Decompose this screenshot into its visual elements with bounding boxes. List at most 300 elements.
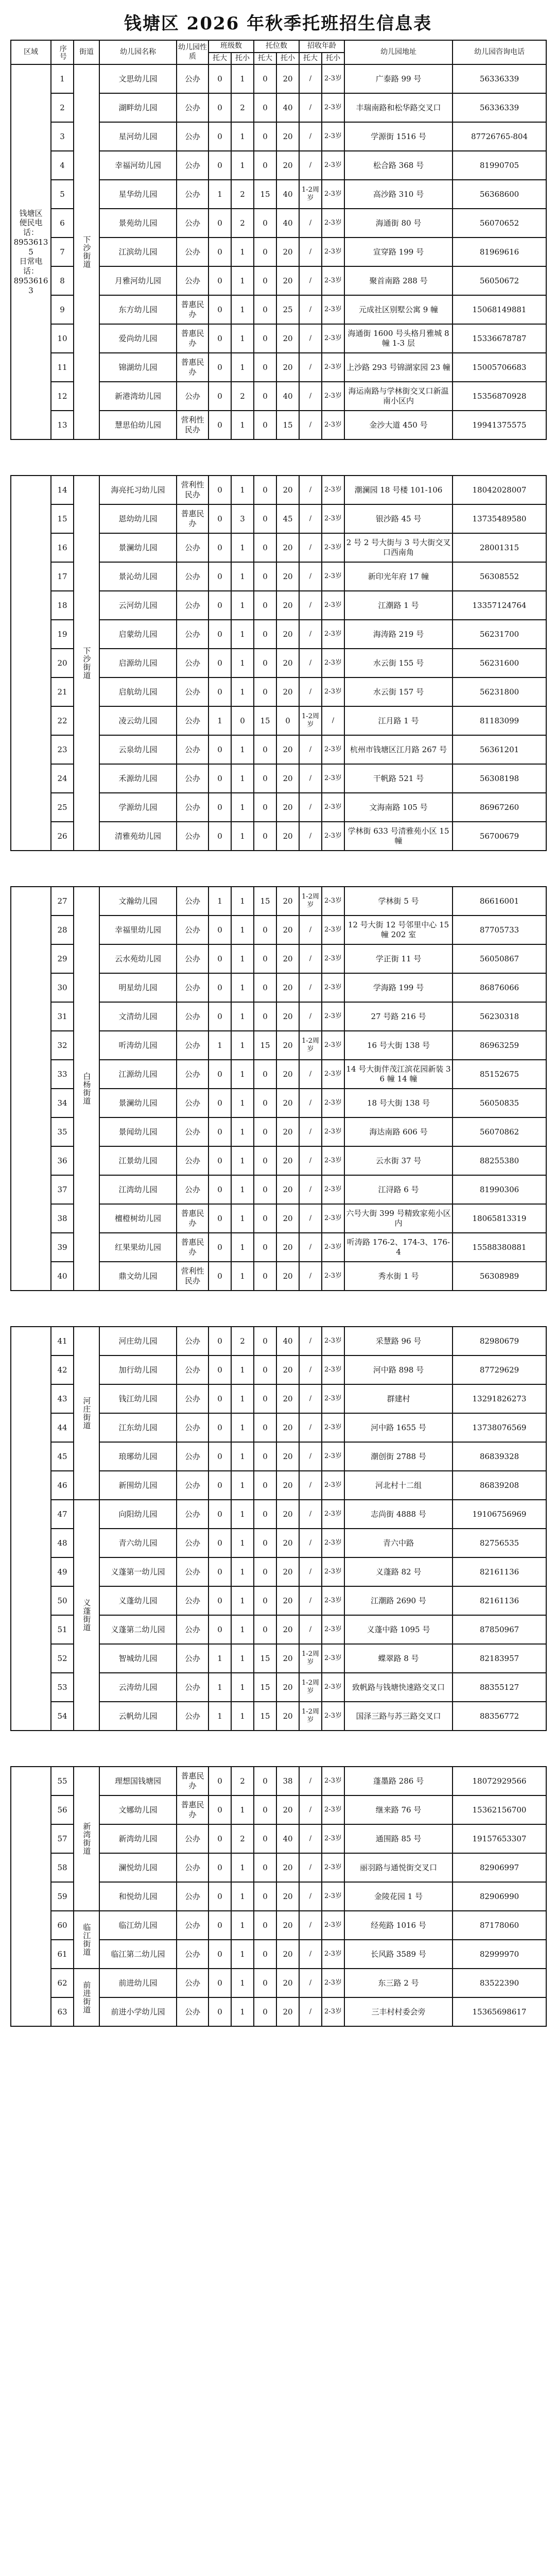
classes-big: 0	[208, 1853, 231, 1882]
header-tel: 幼儿园咨询电话	[453, 40, 546, 64]
kindergarten-nature: 普惠民办	[177, 1767, 208, 1795]
count-big: 0	[254, 476, 276, 504]
count-small: 20	[276, 1262, 299, 1291]
count-small: 20	[276, 122, 299, 151]
kindergarten-address: 14 号大街伴茂江滨花园新装 36 幢 14 幢	[344, 1060, 453, 1089]
count-big: 0	[254, 1146, 276, 1175]
age-big: /	[299, 620, 322, 649]
header-count-big: 托大	[254, 53, 276, 65]
classes-small: 1	[231, 1117, 254, 1146]
district-cell-empty	[11, 1327, 51, 1731]
age-small: 2-3岁	[322, 1557, 344, 1586]
kindergarten-phone: 87850967	[453, 1615, 546, 1644]
kindergarten-address: 长风路 3589 号	[344, 1940, 453, 1969]
count-big: 0	[254, 1327, 276, 1355]
classes-big: 0	[208, 1002, 231, 1031]
classes-big: 0	[208, 1442, 231, 1471]
age-small: 2-3岁	[322, 1384, 344, 1413]
row-no: 3	[51, 122, 74, 151]
count-small: 20	[276, 1853, 299, 1882]
classes-big: 1	[208, 1031, 231, 1060]
classes-big: 0	[208, 944, 231, 973]
kindergarten-address: 河北村十二组	[344, 1471, 453, 1500]
classes-small: 1	[231, 1031, 254, 1060]
count-big: 0	[254, 1882, 276, 1911]
kindergarten-address: 群建村	[344, 1384, 453, 1413]
age-big: /	[299, 1442, 322, 1471]
kindergarten-address: 江浔路 6 号	[344, 1175, 453, 1204]
kindergarten-address: 蓬墨路 286 号	[344, 1767, 453, 1795]
classes-small: 1	[231, 1384, 254, 1413]
kindergarten-address: 海通街 1600 号头格月雅城 8 幢 1-3 层	[344, 324, 453, 353]
kindergarten-phone: 81969616	[453, 238, 546, 266]
row-no: 42	[51, 1355, 74, 1384]
kindergarten-name: 启蒙幼儿园	[99, 620, 177, 649]
row-no: 46	[51, 1471, 74, 1500]
kindergarten-phone: 82980679	[453, 1327, 546, 1355]
table-body	[11, 64, 546, 2026]
age-big: /	[299, 1911, 322, 1940]
kindergarten-phone: 87726765-804	[453, 122, 546, 151]
kindergarten-nature: 公办	[177, 649, 208, 677]
kindergarten-address: 12 号大街 12 号邻里中心 15 幢 202 室	[344, 916, 453, 944]
age-small: 2-3岁	[322, 353, 344, 382]
kindergarten-name: 文娜幼儿园	[99, 1795, 177, 1824]
age-small: 2-3岁	[322, 1644, 344, 1673]
classes-small: 1	[231, 122, 254, 151]
kindergarten-nature: 公办	[177, 1824, 208, 1853]
kindergarten-nature: 普惠民办	[177, 1233, 208, 1262]
age-small: 2-3岁	[322, 1702, 344, 1731]
classes-small: 1	[231, 1175, 254, 1204]
kindergarten-nature: 公办	[177, 1969, 208, 1997]
classes-big: 0	[208, 1500, 231, 1529]
kindergarten-nature: 公办	[177, 1911, 208, 1940]
age-big: 1-2周岁	[299, 706, 322, 735]
classes-big: 1	[208, 1644, 231, 1673]
kindergarten-nature: 营利性民办	[177, 411, 208, 439]
kindergarten-name: 文瀚幼儿园	[99, 887, 177, 916]
age-small: 2-3岁	[322, 1146, 344, 1175]
age-small: 2-3岁	[322, 533, 344, 562]
age-small: 2-3岁	[322, 1586, 344, 1615]
kindergarten-name: 临江幼儿园	[99, 1911, 177, 1940]
kindergarten-phone: 82183957	[453, 1644, 546, 1673]
kindergarten-phone: 86839328	[453, 1442, 546, 1471]
street-label: 白杨街道	[82, 1072, 92, 1105]
classes-big: 0	[208, 122, 231, 151]
age-small: 2-3岁	[322, 1002, 344, 1031]
kindergarten-phone: 86963259	[453, 1031, 546, 1060]
age-small: 2-3岁	[322, 295, 344, 324]
age-small: 2-3岁	[322, 1853, 344, 1882]
kindergarten-name: 义蓬幼儿园	[99, 1586, 177, 1615]
classes-big: 0	[208, 1615, 231, 1644]
age-small: 2-3岁	[322, 562, 344, 591]
age-big: /	[299, 973, 322, 1002]
page-break	[11, 851, 546, 887]
kindergarten-address: 文海南路 105 号	[344, 793, 453, 822]
kindergarten-nature: 公办	[177, 562, 208, 591]
age-small: 2-3岁	[322, 1413, 344, 1442]
count-small: 20	[276, 1442, 299, 1471]
kindergarten-address: 海达南路 606 号	[344, 1117, 453, 1146]
kindergarten-nature: 公办	[177, 1117, 208, 1146]
age-small: 2-3岁	[322, 793, 344, 822]
count-big: 0	[254, 1117, 276, 1146]
count-small: 40	[276, 209, 299, 238]
kindergarten-phone: 81990306	[453, 1175, 546, 1204]
kindergarten-name: 加行幼儿园	[99, 1355, 177, 1384]
count-big: 0	[254, 533, 276, 562]
kindergarten-phone: 13738076569	[453, 1413, 546, 1442]
classes-small: 1	[231, 353, 254, 382]
count-big: 0	[254, 649, 276, 677]
classes-big: 1	[208, 706, 231, 735]
kindergarten-nature: 公办	[177, 793, 208, 822]
age-big: /	[299, 1413, 322, 1442]
classes-big: 0	[208, 1471, 231, 1500]
classes-small: 1	[231, 1586, 254, 1615]
count-big: 0	[254, 295, 276, 324]
classes-big: 0	[208, 295, 231, 324]
count-big: 0	[254, 382, 276, 411]
classes-small: 1	[231, 1557, 254, 1586]
kindergarten-name: 理想国钱塘园	[99, 1767, 177, 1795]
header-classes: 班级数	[208, 40, 254, 53]
row-no: 18	[51, 591, 74, 620]
kindergarten-nature: 普惠民办	[177, 1204, 208, 1233]
kindergarten-nature: 公办	[177, 1327, 208, 1355]
kindergarten-name: 智城幼儿园	[99, 1644, 177, 1673]
count-small: 20	[276, 887, 299, 916]
count-small: 40	[276, 93, 299, 122]
count-big: 15	[254, 180, 276, 209]
kindergarten-phone: 56231700	[453, 620, 546, 649]
count-small: 25	[276, 295, 299, 324]
count-small: 20	[276, 151, 299, 180]
kindergarten-address: 新印光年府 17 幢	[344, 562, 453, 591]
age-big: /	[299, 1117, 322, 1146]
age-small: 2-3岁	[322, 1500, 344, 1529]
classes-big: 0	[208, 504, 231, 533]
kindergarten-nature: 公办	[177, 151, 208, 180]
page-break-gap	[11, 1731, 546, 1767]
count-small: 20	[276, 944, 299, 973]
age-small: 2-3岁	[322, 735, 344, 764]
kindergarten-address: 高沙路 310 号	[344, 180, 453, 209]
kindergarten-name: 锦湖幼儿园	[99, 353, 177, 382]
classes-big: 0	[208, 1911, 231, 1940]
kindergarten-nature: 普惠民办	[177, 504, 208, 533]
classes-small: 1	[231, 64, 254, 93]
page-break	[11, 439, 546, 476]
table-row	[11, 1969, 546, 1997]
classes-big: 0	[208, 822, 231, 851]
age-big: /	[299, 1997, 322, 2026]
page-break	[11, 1731, 546, 1767]
classes-big: 1	[208, 1673, 231, 1702]
count-small: 20	[276, 620, 299, 649]
age-small: 2-3岁	[322, 180, 344, 209]
count-small: 20	[276, 1117, 299, 1146]
kindergarten-address: 江潮路 1 号	[344, 591, 453, 620]
count-big: 0	[254, 1442, 276, 1471]
kindergarten-address: 学正街 11 号	[344, 944, 453, 973]
count-big: 0	[254, 1355, 276, 1384]
classes-small: 1	[231, 1969, 254, 1997]
kindergarten-phone: 82906997	[453, 1853, 546, 1882]
count-small: 20	[276, 1997, 299, 2026]
page-title: 钱塘区 2026 年秋季托班招生信息表	[124, 13, 432, 34]
kindergarten-phone: 56231600	[453, 649, 546, 677]
kindergarten-phone: 19941375575	[453, 411, 546, 439]
kindergarten-nature: 公办	[177, 1997, 208, 2026]
kindergarten-name: 临江第二幼儿园	[99, 1940, 177, 1969]
age-big: /	[299, 151, 322, 180]
kindergarten-phone: 87705733	[453, 916, 546, 944]
classes-small: 1	[231, 1997, 254, 2026]
classes-small: 1	[231, 1882, 254, 1911]
age-big: /	[299, 1969, 322, 1997]
count-big: 0	[254, 1853, 276, 1882]
count-big: 0	[254, 411, 276, 439]
count-small: 20	[276, 1384, 299, 1413]
classes-big: 0	[208, 591, 231, 620]
classes-small: 1	[231, 533, 254, 562]
row-no: 17	[51, 562, 74, 591]
age-big: /	[299, 1615, 322, 1644]
count-big: 0	[254, 620, 276, 649]
classes-small: 1	[231, 238, 254, 266]
classes-big: 0	[208, 1262, 231, 1291]
classes-small: 1	[231, 324, 254, 353]
district-cell-empty	[11, 476, 51, 851]
row-no: 60	[51, 1911, 74, 1940]
age-small: 2-3岁	[322, 1262, 344, 1291]
count-small: 20	[276, 1471, 299, 1500]
age-small: 2-3岁	[322, 64, 344, 93]
classes-small: 3	[231, 504, 254, 533]
age-small: 2-3岁	[322, 1767, 344, 1795]
count-big: 15	[254, 1702, 276, 1731]
classes-small: 1	[231, 411, 254, 439]
kindergarten-address: 18 号大街 138 号	[344, 1089, 453, 1117]
count-big: 0	[254, 677, 276, 706]
classes-small: 1	[231, 1911, 254, 1940]
count-big: 0	[254, 944, 276, 973]
kindergarten-nature: 公办	[177, 973, 208, 1002]
kindergarten-name: 向阳幼儿园	[99, 1500, 177, 1529]
kindergarten-name: 江滨幼儿园	[99, 238, 177, 266]
row-no: 27	[51, 887, 74, 916]
kindergarten-name: 文思幼儿园	[99, 64, 177, 93]
kindergarten-phone: 56050672	[453, 266, 546, 295]
kindergarten-address: 义蓬中路 1095 号	[344, 1615, 453, 1644]
row-no: 47	[51, 1500, 74, 1529]
kindergarten-name: 新湾幼儿园	[99, 1824, 177, 1853]
classes-big: 0	[208, 735, 231, 764]
count-small: 20	[276, 266, 299, 295]
age-big: /	[299, 591, 322, 620]
row-no: 29	[51, 944, 74, 973]
kindergarten-address: 潮澜园 18 号楼 101-106	[344, 476, 453, 504]
kindergarten-address: 潮创街 2788 号	[344, 1442, 453, 1471]
row-no: 6	[51, 209, 74, 238]
row-no: 30	[51, 973, 74, 1002]
count-small: 20	[276, 1031, 299, 1060]
kindergarten-nature: 公办	[177, 1146, 208, 1175]
kindergarten-name: 江景幼儿园	[99, 1146, 177, 1175]
age-big: /	[299, 1146, 322, 1175]
classes-small: 1	[231, 1060, 254, 1089]
kindergarten-name: 文清幼儿园	[99, 1002, 177, 1031]
row-no: 33	[51, 1060, 74, 1089]
kindergarten-nature: 公办	[177, 1089, 208, 1117]
kindergarten-address: 16 号大街 138 号	[344, 1031, 453, 1060]
count-big: 0	[254, 122, 276, 151]
table-row	[11, 1500, 546, 1529]
page-break-gap	[11, 439, 546, 476]
classes-big: 0	[208, 973, 231, 1002]
kindergarten-address: 国泽三路与苏三路交叉口	[344, 1702, 453, 1731]
age-big: /	[299, 1384, 322, 1413]
kindergarten-name: 钱江幼儿园	[99, 1384, 177, 1413]
count-big: 0	[254, 562, 276, 591]
kindergarten-address: 元成社区别墅公寓 9 幢	[344, 295, 453, 324]
kindergarten-address: 银沙路 45 号	[344, 504, 453, 533]
count-small: 38	[276, 1767, 299, 1795]
kindergarten-address: 六号大街 399 号精致家苑小区内	[344, 1204, 453, 1233]
age-big: /	[299, 93, 322, 122]
count-small: 20	[276, 1204, 299, 1233]
kindergarten-phone: 87178060	[453, 1911, 546, 1940]
kindergarten-phone: 86839208	[453, 1471, 546, 1500]
count-big: 0	[254, 1795, 276, 1824]
header-street: 街道	[74, 40, 99, 64]
kindergarten-name: 云涛幼儿园	[99, 1673, 177, 1702]
classes-big: 0	[208, 209, 231, 238]
kindergarten-phone: 15356870928	[453, 382, 546, 411]
age-small: 2-3岁	[322, 1327, 344, 1355]
classes-small: 1	[231, 1940, 254, 1969]
kindergarten-address: 江月路 1 号	[344, 706, 453, 735]
kindergarten-phone: 19106756969	[453, 1500, 546, 1529]
classes-small: 1	[231, 649, 254, 677]
age-big: /	[299, 1233, 322, 1262]
kindergarten-nature: 公办	[177, 1355, 208, 1384]
kindergarten-name: 清雅苑幼儿园	[99, 822, 177, 851]
kindergarten-name: 湖畔幼儿园	[99, 93, 177, 122]
count-big: 0	[254, 1060, 276, 1089]
row-no: 40	[51, 1262, 74, 1291]
table-row	[11, 887, 546, 916]
age-big: 1-2周岁	[299, 1673, 322, 1702]
count-big: 0	[254, 1586, 276, 1615]
kindergarten-phone: 88255380	[453, 1146, 546, 1175]
age-small: 2-3岁	[322, 1911, 344, 1940]
district-text: 89536163	[13, 276, 48, 295]
kindergarten-name: 海亮托习幼儿园	[99, 476, 177, 504]
age-small: 2-3岁	[322, 1529, 344, 1557]
kindergarten-address: 义蓬路 82 号	[344, 1557, 453, 1586]
kindergarten-phone: 15588380881	[453, 1233, 546, 1262]
classes-big: 0	[208, 476, 231, 504]
kindergarten-address: 蝶翠路 8 号	[344, 1644, 453, 1673]
age-big: /	[299, 411, 322, 439]
kindergarten-nature: 公办	[177, 916, 208, 944]
kindergarten-address: 河中路 898 号	[344, 1355, 453, 1384]
kindergarten-phone: 81990705	[453, 151, 546, 180]
age-big: /	[299, 1002, 322, 1031]
kindergarten-nature: 公办	[177, 1882, 208, 1911]
count-big: 0	[254, 1089, 276, 1117]
age-big: 1-2周岁	[299, 1702, 322, 1731]
classes-big: 0	[208, 1586, 231, 1615]
count-small: 20	[276, 1500, 299, 1529]
age-small: 2-3岁	[322, 764, 344, 793]
street-cell	[74, 1911, 99, 1969]
table-row	[11, 476, 546, 504]
classes-big: 0	[208, 1117, 231, 1146]
street-cell	[74, 1969, 99, 2026]
classes-big: 1	[208, 1702, 231, 1731]
count-small: 20	[276, 533, 299, 562]
row-no: 52	[51, 1644, 74, 1673]
age-big: /	[299, 476, 322, 504]
street-label: 前进街道	[82, 1981, 92, 2014]
age-small: 2-3岁	[322, 1204, 344, 1233]
row-no: 5	[51, 180, 74, 209]
street-cell	[74, 887, 99, 1291]
count-small: 40	[276, 180, 299, 209]
age-small: 2-3岁	[322, 1940, 344, 1969]
count-big: 0	[254, 1767, 276, 1795]
kindergarten-name: 和悦幼儿园	[99, 1882, 177, 1911]
kindergarten-name: 江湾幼儿园	[99, 1175, 177, 1204]
kindergarten-nature: 公办	[177, 591, 208, 620]
count-small: 20	[276, 973, 299, 1002]
count-big: 0	[254, 1940, 276, 1969]
kindergarten-nature: 公办	[177, 1002, 208, 1031]
classes-big: 0	[208, 1557, 231, 1586]
classes-big: 0	[208, 1060, 231, 1089]
count-big: 0	[254, 1824, 276, 1853]
count-big: 15	[254, 887, 276, 916]
header-classes-big: 托大	[208, 53, 231, 65]
age-small: 2-3岁	[322, 93, 344, 122]
classes-small: 1	[231, 1471, 254, 1500]
row-no: 32	[51, 1031, 74, 1060]
count-big: 0	[254, 916, 276, 944]
count-big: 0	[254, 93, 276, 122]
classes-small: 1	[231, 916, 254, 944]
age-small: 2-3岁	[322, 324, 344, 353]
kindergarten-address: 松合路 368 号	[344, 151, 453, 180]
age-big: /	[299, 944, 322, 973]
kindergarten-nature: 公办	[177, 1529, 208, 1557]
count-small: 20	[276, 476, 299, 504]
count-small: 20	[276, 1644, 299, 1673]
age-small: 2-3岁	[322, 411, 344, 439]
count-big: 0	[254, 764, 276, 793]
kindergarten-phone: 56368600	[453, 180, 546, 209]
age-small: 2-3岁	[322, 504, 344, 533]
kindergarten-address: 金沙大道 450 号	[344, 411, 453, 439]
row-no: 14	[51, 476, 74, 504]
row-no: 56	[51, 1795, 74, 1824]
kindergarten-address: 上沙路 293 号锦湖家园 23 幢	[344, 353, 453, 382]
